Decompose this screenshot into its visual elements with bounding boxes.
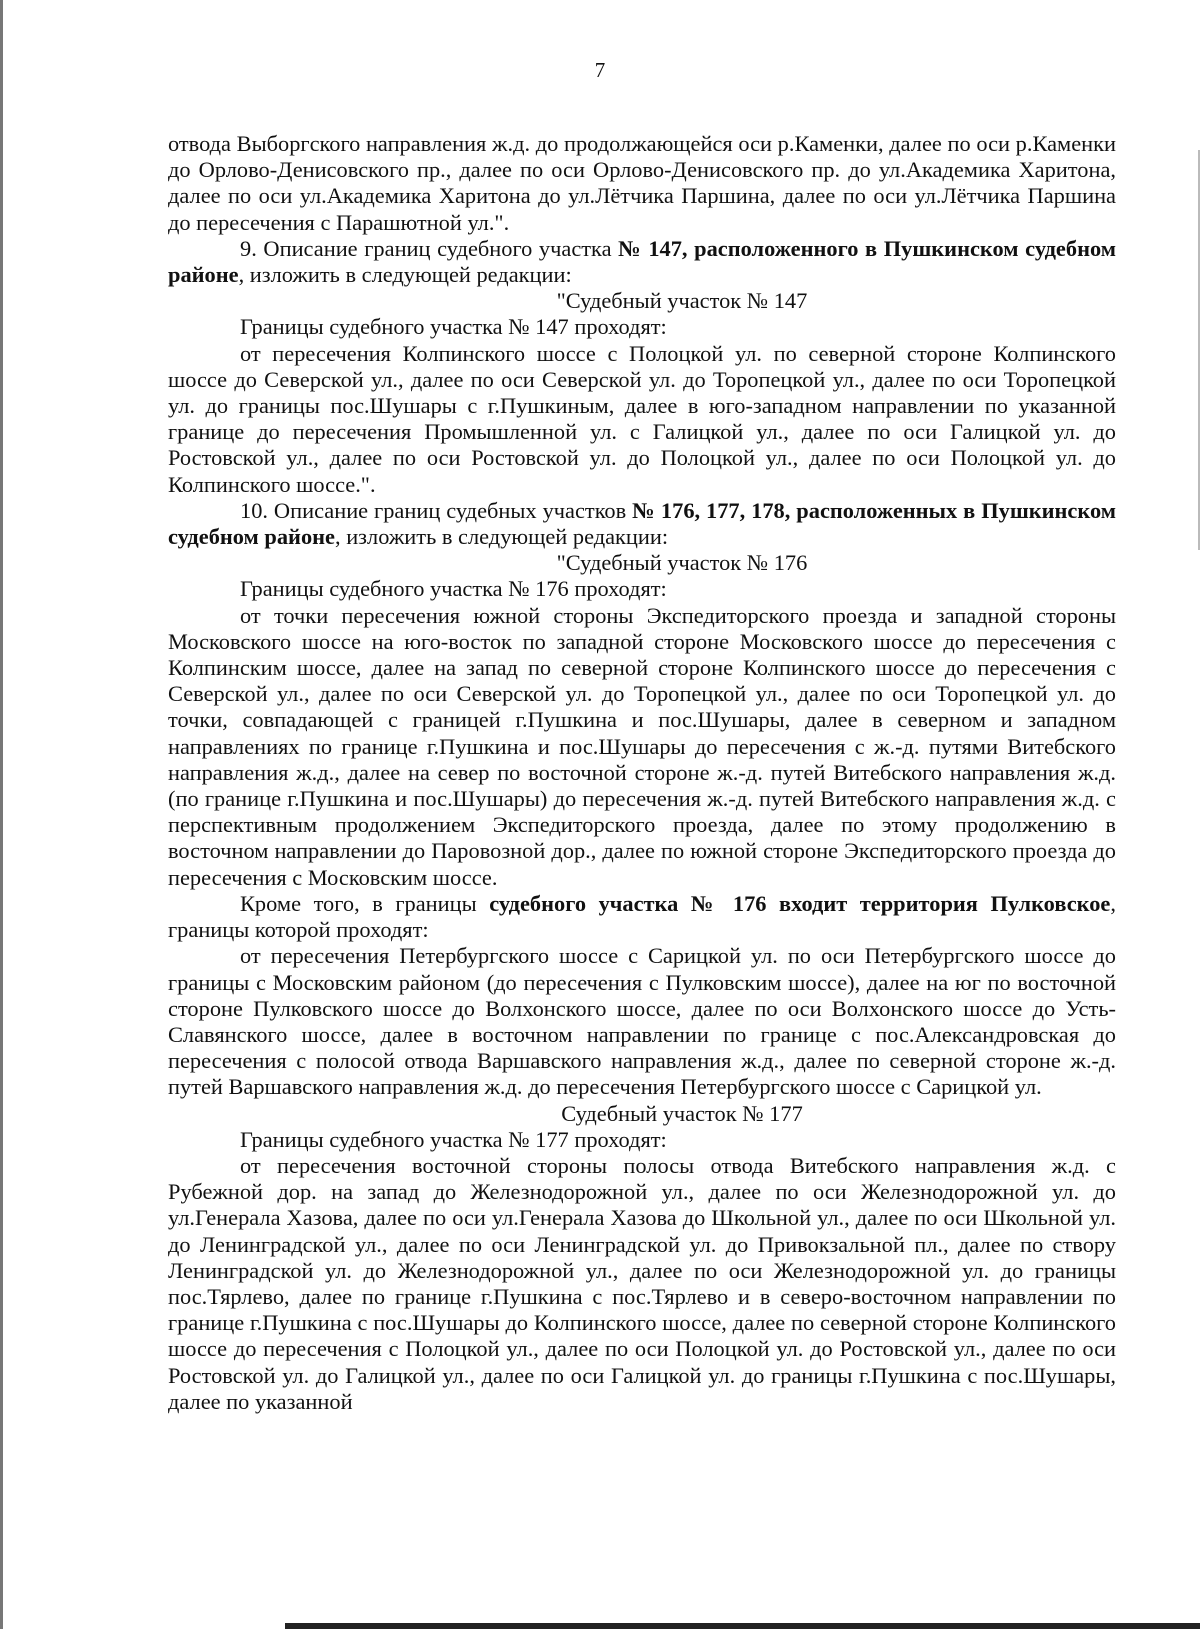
paragraph-continuation: отвода Выборгского направления ж.д. до продолжающейся оси р.Каменки, далее по оси р.Каменки до Орлово-Денисовского пр., далее по оси Орлово-Денисовского пр. до ул.Академика Харитона, далее по оси ул.Академика Харитона до ул.Лётчика Паршина, далее по оси ул.Лётчика Паршина до пересечения с Парашютной ул.".	[168, 131, 1116, 235]
borders-text-176: от точки пересечения южной стороны Экспедиторского проезда и западной стороны Московского шоссе на юго-восток по западной стороне Московского шоссе до пересечения с Колпинским шоссе, далее на запад по северной стороне Колпинского шоссе до пересечения с Северской ул., далее по оси Северской ул. до Торопецкой ул., далее по оси Торопецкой ул. до точки, совпадающей с границей г.Пушкина и пос.Шушары, далее в северном и западном направлениях по границе г.Пушкина и пос.Шушары до пересечения с ж.-д. путями Витебского направления ж.д., далее на север по восточной стороне ж.-д. путей Витебского направления ж.д. (по границе г.Пушкина и пос.Шушары) до пересечения ж.-д. путей Витебского направления ж.д. с перспективным продолжением Экспедиторского проезда, далее по этому продолжению в восточном направлении до Паровозной дор., далее по южной стороне Экспедиторского проезда до пересечения с Московским шоссе.	[168, 602, 1116, 890]
item-10-bold: № 176, 177, 178, расположенных в Пушкинском судебном районе	[168, 497, 1116, 550]
item-9-bold: № 147, расположенного в Пушкинском судебном районе	[168, 235, 1116, 288]
item-9-tail: , изложить в следующей редакции:	[238, 262, 572, 288]
page-number: 7	[594, 58, 606, 82]
paragraph-pulkovskoe	[168, 891, 1116, 943]
pulkovskoe-tail: , границы которой проходят:	[168, 890, 1116, 943]
paragraph-item-10	[168, 498, 1116, 550]
document-body	[168, 131, 1116, 1415]
borders-text-177: от пересечения восточной стороны полосы отвода Витебского направления ж.д. с Рубежной дор. на запад до Железнодорожной ул., далее по оси Железнодорожной ул. до ул.Генерала Хазова, далее по оси ул.Генерала Хазова до Школьной ул., далее по оси Школьной ул. до Ленинградской ул., далее по оси Ленинградской ул. до Привокзальной пл., далее по створу Ленинградской ул. до Железнодорожной ул., далее по оси Железнодорожной ул. до границы пос.Тярлево, далее по границе г.Пушкина с пос.Тярлево и в северо-восточном направлении по границе г.Пушкина с пос.Шушары до Колпинского шоссе, далее по северной стороне Колпинского шоссе до пересечения с Полоцкой ул., далее по оси Полоцкой ул. до Ростовской ул., далее по оси Ростовской ул. до Галицкой ул., далее по оси Галицкой ул. до границы г.Пушкина с пос.Шушары, далее по указанной	[168, 1152, 1116, 1414]
borders-text-pulkovskoe: от пересечения Петербургского шоссе с Сарицкой ул. по оси Петербургского шоссе до границы с Московским районом (до пересечения с Пулковским шоссе), далее на юг по восточной стороне Пулковского шоссе до Волхонского шоссе, далее по оси Волхонского шоссе до Усть-Славянского шоссе, далее в восточном направлении по границе с пос.Александровская до пересечения с полосой отвода Варшавского направления ж.д., далее по северной стороне ж.-д. путей Варшавского направления ж.д. до пересечения Петербургского шоссе с Сарицкой ул.	[168, 943, 1116, 1100]
heading-court-177: Судебный участок № 177	[561, 1100, 803, 1126]
borders-intro-176: Границы судебного участка № 176 проходят:	[240, 576, 667, 602]
scan-left-edge	[0, 0, 3, 1629]
scan-bottom-edge	[285, 1623, 1200, 1629]
pulkovskoe-bold: судебного участка № 176 входит территория Пулковское	[489, 890, 1111, 916]
borders-intro-177: Границы судебного участка № 177 проходят:	[240, 1126, 667, 1152]
heading-court-176: "Судебный участок № 176	[556, 550, 808, 576]
item-10-lead: 10. Описание границ судебных участков	[240, 497, 633, 523]
item-9-lead: 9. Описание границ судебного участка	[240, 235, 619, 261]
item-10-tail: , изложить в следующей редакции:	[335, 524, 669, 550]
borders-text-147: от пересечения Колпинского шоссе с Полоцкой ул. по северной стороне Колпинского шоссе до Северской ул., далее по оси Северской ул. до Торопецкой ул., далее по оси Торопецкой ул. до границы пос.Шушары с г.Пушкиным, далее в юго-западном направлении по указанной границе до пересечения Промышленной ул. с Галицкой ул., далее по оси Галицкой ул. до Ростовской ул., далее по оси Ростовской ул. до Полоцкой ул., далее по оси Полоцкой ул. до Колпинского шоссе.".	[168, 340, 1116, 497]
pulkovskoe-lead: Кроме того, в границы	[240, 890, 490, 916]
heading-court-147: "Судебный участок № 147	[556, 288, 808, 314]
borders-intro-147: Границы судебного участка № 147 проходят:	[240, 314, 667, 340]
paragraph-item-9	[168, 236, 1116, 288]
